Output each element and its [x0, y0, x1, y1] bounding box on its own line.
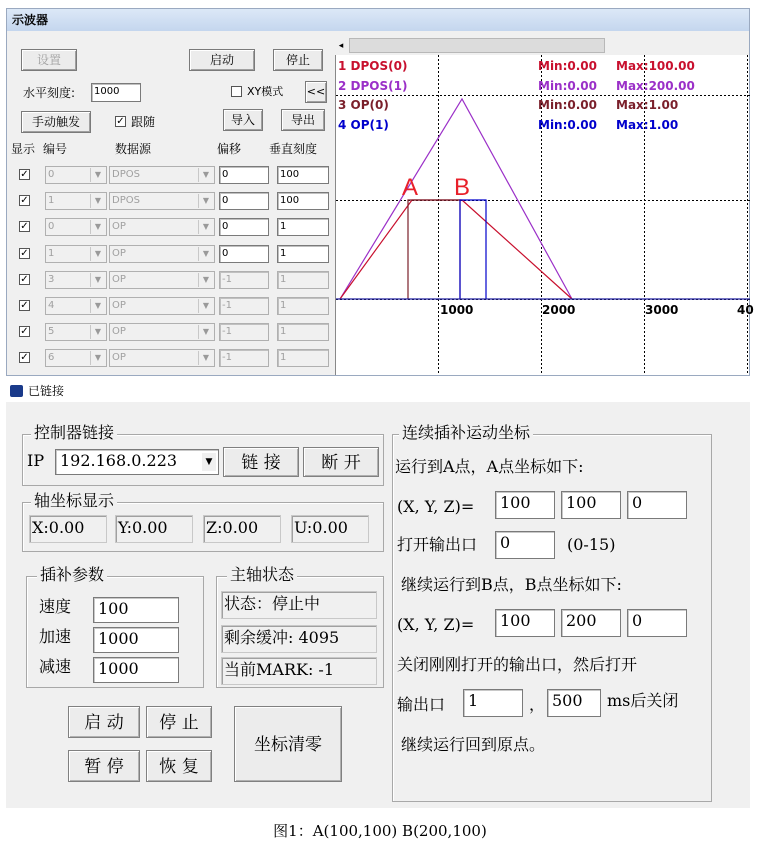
- step-close-text: 关闭刚刚打开的输出口，然后打开: [397, 655, 638, 674]
- legend-series-min: Min:0.00: [538, 59, 598, 73]
- channel-source-select[interactable]: [109, 245, 215, 263]
- chevron-down-icon[interactable]: ▼: [90, 299, 105, 313]
- channel-vscale-input[interactable]: 1: [277, 323, 329, 341]
- channel-number-select[interactable]: [45, 323, 107, 341]
- channel-number-select[interactable]: [45, 349, 107, 367]
- manual-trigger-button[interactable]: 手动触发: [21, 111, 91, 133]
- comma-text: ，: [529, 695, 546, 714]
- channel-vscale-input[interactable]: 1: [277, 297, 329, 315]
- channel-vscale-input[interactable]: 100: [277, 166, 329, 184]
- start-motion-button[interactable]: 启 动: [68, 706, 140, 738]
- app-icon: [10, 385, 23, 397]
- chevron-down-icon[interactable]: ▼: [198, 220, 213, 234]
- start-button[interactable]: 启动: [189, 49, 255, 71]
- channel-visible-checkbox[interactable]: ✓: [20, 195, 29, 207]
- channel-visible-checkbox[interactable]: ✓: [20, 273, 29, 285]
- scroll-thumb[interactable]: [349, 38, 605, 53]
- follow-checkbox[interactable]: ✓: [116, 116, 125, 127]
- open-output-input[interactable]: 0: [495, 531, 555, 559]
- controller-window-title: [6, 380, 750, 402]
- channel-row: [7, 163, 333, 187]
- channel-source-select[interactable]: [109, 218, 215, 236]
- channel-row: [7, 268, 333, 292]
- axis-z-value: Z:0.00: [203, 515, 281, 543]
- channel-row: [7, 320, 333, 344]
- step-return-text: 继续运行回到原点。: [401, 735, 546, 754]
- remaining-buffer: 剩余缓冲: 4095: [221, 625, 377, 653]
- axis-x-value: X:0.00: [29, 515, 107, 543]
- channel-table: [7, 163, 333, 373]
- channel-number-select[interactable]: [45, 297, 107, 315]
- channel-number: 5: [48, 326, 55, 338]
- channel-number: 6: [48, 352, 55, 364]
- legend-series-name: 2 DPOS(1): [338, 78, 408, 93]
- x-tick-4000: 40: [737, 303, 754, 317]
- disconnect-button[interactable]: 断 开: [303, 447, 379, 477]
- channel-row: [7, 294, 333, 318]
- continuous-interp-group: [392, 423, 712, 802]
- channel-row: [7, 242, 333, 266]
- zero-coords-button[interactable]: 坐标清零: [234, 706, 342, 782]
- channel-visible-checkbox[interactable]: ✓: [20, 247, 29, 259]
- delay-label: ms后关闭: [607, 691, 679, 710]
- legend-series-max: Max:1.00: [616, 98, 679, 112]
- xy-mode-checkbox[interactable]: [231, 86, 242, 97]
- interp-params-group: [26, 565, 204, 688]
- channel-source-select[interactable]: [109, 166, 215, 184]
- marker-b: B: [454, 174, 471, 201]
- controller-link-group-title: 控制器链接: [31, 424, 117, 442]
- output-label: 输出口: [397, 695, 446, 714]
- channel-source-select[interactable]: [109, 192, 215, 210]
- spindle-status: 状态：停止中: [221, 591, 377, 619]
- channel-number: 0: [48, 221, 55, 233]
- channel-offset-input[interactable]: 0: [219, 166, 269, 184]
- export-button[interactable]: 导出: [281, 109, 325, 131]
- channel-visible-checkbox[interactable]: ✓: [20, 352, 29, 364]
- channel-number-select[interactable]: [45, 192, 107, 210]
- hscale-label: 水平刻度:: [23, 86, 76, 100]
- header-vscale: 垂直刻度: [269, 142, 318, 156]
- channel-offset-input[interactable]: 0: [219, 192, 269, 210]
- spindle-status-group-title: 主轴状态: [227, 566, 297, 584]
- chevron-down-icon[interactable]: ▼: [198, 299, 213, 313]
- ip-value: 192.168.0.223: [60, 451, 178, 470]
- output-number-input[interactable]: 1: [463, 689, 523, 717]
- a-xyz-label: (X, Y, Z)=: [397, 497, 475, 516]
- header-offset: 偏移: [217, 142, 242, 156]
- channel-source: OP: [112, 221, 126, 233]
- channel-number: 0: [48, 169, 55, 180]
- channel-number-select[interactable]: [45, 166, 107, 184]
- axis-display-group: [22, 491, 384, 552]
- chevron-down-icon[interactable]: ▼: [90, 247, 105, 261]
- oscilloscope-title: 示波器: [7, 9, 749, 31]
- hscale-input[interactable]: 1000: [91, 83, 141, 102]
- delay-input[interactable]: 500: [547, 689, 601, 717]
- channel-number-select[interactable]: [45, 271, 107, 289]
- channel-vscale-input[interactable]: 1: [277, 218, 329, 236]
- chevron-down-icon[interactable]: ▼: [198, 194, 213, 208]
- channel-source: DPOS: [112, 195, 140, 207]
- pause-button[interactable]: 暂 停: [68, 750, 140, 782]
- chevron-down-icon[interactable]: ▼: [198, 273, 213, 287]
- channel-source-select[interactable]: [109, 297, 215, 315]
- accel-label: 加速: [39, 627, 72, 646]
- header-source: 数据源: [115, 142, 152, 156]
- b-z-input[interactable]: 0: [627, 609, 687, 637]
- legend-series-max: Max:200.00: [616, 78, 695, 93]
- legend-series-min: Min:0.00: [538, 117, 598, 132]
- legend-series-min: Min:0.00: [538, 78, 598, 93]
- import-button[interactable]: 导入: [223, 109, 263, 131]
- channel-visible-checkbox[interactable]: ✓: [20, 300, 29, 311]
- chevron-down-icon[interactable]: ▼: [202, 453, 216, 471]
- channel-vscale-input[interactable]: 1: [277, 349, 329, 367]
- chevron-down-icon[interactable]: ▼: [90, 220, 105, 234]
- axis-display-group-title: 轴坐标显示: [31, 492, 117, 510]
- channel-number-select[interactable]: [45, 218, 107, 236]
- header-show: 显示: [11, 142, 36, 156]
- channel-source: DPOS: [112, 169, 140, 180]
- b-x-input[interactable]: 100: [495, 609, 555, 637]
- step-a-text: 运行到A点，A点坐标如下:: [395, 457, 584, 476]
- legend-series-name: 4 OP(1): [338, 117, 389, 132]
- controller-link-group: [22, 423, 384, 486]
- b-y-input[interactable]: 200: [561, 609, 621, 637]
- stop-motion-button[interactable]: 停 止: [146, 706, 212, 738]
- open-output-label: 打开输出口: [397, 535, 478, 554]
- speed-input[interactable]: 100: [93, 597, 179, 623]
- ip-select[interactable]: [55, 449, 219, 475]
- trace-op1: [460, 200, 486, 299]
- chevron-down-icon[interactable]: ▼: [90, 194, 105, 208]
- chevron-down-icon[interactable]: ▼: [198, 351, 213, 365]
- step-b-text: 继续运行到B点，B点坐标如下:: [401, 575, 622, 594]
- axis-u-value: U:0.00: [291, 515, 369, 543]
- channel-offset-input[interactable]: -1: [219, 271, 269, 289]
- channel-number: 3: [48, 273, 55, 285]
- channel-number: 4: [48, 300, 55, 311]
- connect-button[interactable]: 链 接: [223, 447, 299, 477]
- x-tick-1000: 1000: [440, 303, 474, 317]
- channel-visible-checkbox[interactable]: ✓: [20, 326, 29, 338]
- continuous-interp-group-title: 连续插补运动坐标: [399, 424, 533, 442]
- trace-dpos0: [340, 200, 572, 299]
- chevron-down-icon[interactable]: ▼: [90, 168, 105, 182]
- chevron-down-icon[interactable]: ▼: [90, 325, 105, 339]
- scroll-left-icon[interactable]: ◂: [338, 41, 344, 51]
- figure-caption: 图1：A(100,100) B(200,100): [273, 822, 487, 840]
- current-mark: 当前MARK: -1: [221, 657, 377, 685]
- ip-label: IP: [27, 451, 45, 470]
- legend-series-max: Max:1.00: [616, 117, 679, 132]
- channel-number: 1: [48, 195, 55, 207]
- legend-series-min: Min:0.00: [538, 98, 598, 112]
- collapse-button[interactable]: <<: [305, 81, 327, 103]
- follow-label: 跟随: [131, 115, 156, 129]
- channel-offset-input[interactable]: -1: [219, 297, 269, 315]
- legend-series-name: 3 OP(0): [338, 98, 389, 112]
- channel-vscale-input[interactable]: 1: [277, 271, 329, 289]
- channel-row: [7, 346, 333, 370]
- scope-legend: [338, 59, 748, 132]
- chevron-down-icon[interactable]: ▼: [198, 168, 213, 182]
- decel-input[interactable]: 1000: [93, 657, 179, 683]
- speed-label: 速度: [39, 597, 72, 616]
- resume-button[interactable]: 恢 复: [146, 750, 212, 782]
- channel-row: [7, 215, 333, 239]
- a-z-input[interactable]: 0: [627, 491, 687, 519]
- channel-number: 1: [48, 247, 55, 259]
- b-xyz-label: (X, Y, Z)=: [397, 615, 475, 634]
- chevron-down-icon[interactable]: ▼: [198, 247, 213, 261]
- chevron-down-icon[interactable]: ▼: [198, 325, 213, 339]
- channel-vscale-input[interactable]: 100: [277, 192, 329, 210]
- oscilloscope-window: [6, 8, 754, 376]
- channel-vscale-input[interactable]: 1: [277, 245, 329, 263]
- channel-source-select[interactable]: [109, 271, 215, 289]
- header-num: 编号: [43, 142, 68, 156]
- controller-window: [6, 380, 750, 808]
- channel-source: OP: [112, 273, 126, 285]
- legend-series-max: Max:100.00: [616, 59, 695, 73]
- trace-op0: [408, 200, 460, 299]
- legend-series-name: 1 DPOS(0): [338, 59, 408, 73]
- x-tick-3000: 3000: [645, 303, 679, 317]
- channel-source-select[interactable]: [109, 349, 215, 367]
- channel-source: OP: [112, 352, 126, 364]
- interp-params-group-title: 插补参数: [37, 566, 107, 584]
- stop-button[interactable]: 停止: [273, 49, 323, 71]
- axis-y-value: Y:0.00: [115, 515, 193, 543]
- channel-source: OP: [112, 247, 126, 259]
- a-y-input[interactable]: 100: [561, 491, 621, 519]
- channel-source-select[interactable]: [109, 323, 215, 341]
- channel-source: OP: [112, 300, 126, 311]
- chevron-down-icon[interactable]: ▼: [90, 273, 105, 287]
- window-title-text: 已链接: [28, 384, 65, 398]
- channel-offset-input[interactable]: -1: [219, 323, 269, 341]
- settings-button[interactable]: 设置: [21, 49, 77, 71]
- chevron-down-icon[interactable]: ▼: [90, 351, 105, 365]
- scope-scrollbar[interactable]: [335, 37, 749, 55]
- channel-number-select[interactable]: [45, 245, 107, 263]
- channel-offset-input[interactable]: 0: [219, 218, 269, 236]
- channel-offset-input[interactable]: -1: [219, 349, 269, 367]
- decel-label: 减速: [39, 657, 72, 676]
- channel-row: [7, 189, 333, 213]
- marker-a: A: [402, 174, 419, 201]
- output-range-text: (0-15): [567, 535, 616, 554]
- channel-offset-input[interactable]: 0: [219, 245, 269, 263]
- accel-input[interactable]: 1000: [93, 627, 179, 653]
- scope-display: [335, 55, 754, 375]
- channel-visible-checkbox[interactable]: ✓: [20, 221, 29, 233]
- a-x-input[interactable]: 100: [495, 491, 555, 519]
- channel-visible-checkbox[interactable]: ✓: [20, 169, 29, 180]
- channel-source: OP: [112, 326, 126, 338]
- x-tick-2000: 2000: [542, 303, 576, 317]
- spindle-status-group: [216, 565, 384, 688]
- xy-mode-label: XY模式: [247, 85, 284, 98]
